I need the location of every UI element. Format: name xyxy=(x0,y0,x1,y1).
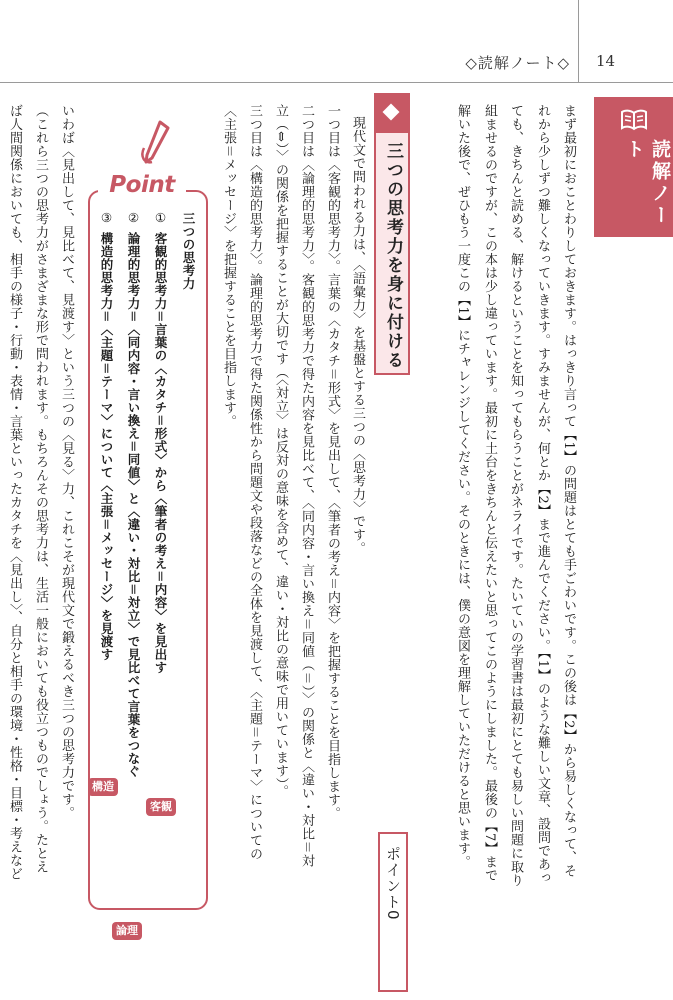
point-item-1-num: ① xyxy=(153,210,168,226)
point-logo xyxy=(98,168,186,202)
section-tab xyxy=(594,97,673,237)
point-logo-text: Point xyxy=(109,172,175,198)
header-divider xyxy=(578,0,579,82)
running-head: ◇読解ノート◇ xyxy=(465,54,570,72)
badge-objective: 客観 xyxy=(146,798,176,816)
point0-label: ポイント0 xyxy=(384,846,402,921)
section-line-2: 一つ目は〈客観的思考力〉。言葉の〈カタチ＝形式〉を見出して、〈筆者の考え＝内容〉を把握することを目指します。 xyxy=(325,104,340,820)
intro-line-4: 組ませるのですが、この本は少し違っています。最初に土台をきちんと伝えたいと思ってこのようにしました。最後の【7】まで xyxy=(482,104,497,883)
point-item-2-num: ② xyxy=(126,210,141,226)
page-number: 14 xyxy=(596,52,616,70)
point-item-3-num: ③ xyxy=(99,210,114,226)
diamond-icon xyxy=(374,93,410,133)
point-item-1-text: 客観的思考力＝言葉の〈カタチ＝形式〉から〈筆者の考え＝内容〉を見出す xyxy=(153,232,168,675)
point-item-2-text: 論理的思考力＝〈同内容・言い換え＝同値〉と〈違い・対比＝対立〉で見比べて言葉をつなぐ xyxy=(126,232,141,779)
badge-logic: 論理 xyxy=(112,922,142,940)
open-book-icon xyxy=(621,109,647,131)
closing-line-1: いわば〈見出して、見比べて、見渡す〉という三つの〈見る〉力、これこそが現代文で鍛えるべき三つの思考力です。 xyxy=(59,104,74,820)
closing-line-2: （これら三つの思考力がさまざまな形で問われます。もちろんその思考力は、生活一般においても役立つものでしょう。たとえ xyxy=(33,104,48,874)
section-heading: 三つの思考力を身に付ける xyxy=(383,142,403,370)
intro-line-3: ても、きちんと読める、解けるということを知ってもらうことがネライです。たいていの学習書は最初にとても易しい問題に取り xyxy=(508,104,523,887)
badge-structure: 構造 xyxy=(88,778,118,796)
header-rule xyxy=(0,82,673,83)
section-line-4: 立（⇔）〉の関係を把握することが大切です（〈対立〉は反対の意味を含めて、違い・対比の意味で用いています）。 xyxy=(273,104,288,798)
section-line-3: 二つ目は〈論理的思考力〉。客観的思考力で得た内容を見比べて、〈同内容・言い換え＝同値（＝）〉の関係と〈違い・対比＝対 xyxy=(299,104,314,868)
section-line-6: 〈主張＝メッセージ〉を把握することを目指します。 xyxy=(221,104,236,428)
point-title: 三つの思考力 xyxy=(181,212,196,290)
pen-icon xyxy=(138,118,172,168)
intro-line-2: れから少しずつ難しくなっていきます。すみませんが、何とか【2】まで進んでください。【1】のような難しい文章、設問であっ xyxy=(535,104,550,885)
section-line-1: 現代文で問われる力は、〈語彙力〉を基盤とする三つの〈思考力〉です。 xyxy=(350,116,365,555)
tab-label: 読解ノート xyxy=(623,139,671,227)
section-line-5: 三つ目は〈構造的思考力〉。論理的思考力で得た関係性から問題文や段落などの全体を見渡して、〈主題＝テーマ〉についての xyxy=(247,104,262,861)
intro-line-1: まず最初におことわりしておきます。はっきり言って【1】の問題はとても手ごわいです。この後は【2】から易しくなって、そ xyxy=(561,104,576,878)
closing-line-3: ば人間関係においても、相手の様子・行動・表情・言葉といったカタチを〈見出し〉、自分と相手の環境・性格・目標・考えなど xyxy=(7,104,22,881)
point-item-3-text: 構造的思考力＝〈主題＝テーマ〉について〈主張＝メッセージ〉を見渡す xyxy=(99,232,114,662)
intro-line-5: 解いた後で、ぜひもう一度この【1】にチャレンジしてください。そのときには、僕の意図を理解していただけると思います。 xyxy=(455,104,470,869)
